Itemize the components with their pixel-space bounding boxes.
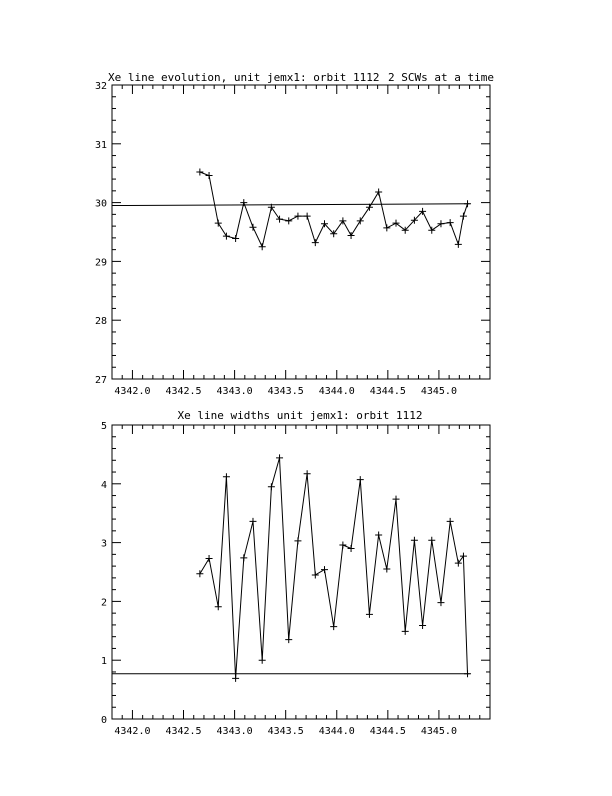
data-point-marker <box>437 599 444 606</box>
data-point-marker <box>447 219 454 226</box>
data-point-marker <box>232 235 239 242</box>
y-tick-label: 1 <box>100 656 107 668</box>
x-tick-label: 4343.5 <box>267 386 304 397</box>
chart-title: Xe line widths unit jemx1: orbit 1112 <box>177 409 423 422</box>
x-tick-label: 4344.5 <box>369 726 406 737</box>
data-point-marker <box>348 232 355 239</box>
y-tick-label: 29 <box>94 257 107 269</box>
data-point-marker <box>196 570 203 577</box>
data-point-marker <box>348 545 355 552</box>
data-point-marker <box>447 518 454 525</box>
data-point-marker <box>215 220 222 227</box>
data-point-marker <box>428 537 435 544</box>
plot-frame <box>112 85 490 379</box>
data-point-marker <box>294 537 301 544</box>
x-tick-label: 4343.0 <box>216 726 253 737</box>
data-point-marker <box>259 657 266 664</box>
data-point-marker <box>464 670 471 677</box>
data-point-marker <box>437 220 444 227</box>
y-tick-label: 32 <box>94 81 107 92</box>
x-tick-label: 4342.5 <box>165 726 202 737</box>
data-point-marker <box>393 496 400 503</box>
data-point-marker <box>464 200 471 207</box>
data-point-marker <box>276 454 283 461</box>
data-point-marker <box>339 541 346 548</box>
x-tick-label: 4344.0 <box>318 386 355 397</box>
data-point-marker <box>411 537 418 544</box>
data-point-marker <box>330 623 337 630</box>
y-tick-label: 2 <box>100 597 107 609</box>
data-point-marker <box>366 611 373 618</box>
x-tick-label: 4343.0 <box>216 386 253 397</box>
data-point-marker <box>223 473 230 480</box>
data-point-marker <box>206 555 213 562</box>
data-point-marker <box>383 224 390 231</box>
data-point-marker <box>240 554 247 561</box>
data-point-marker <box>285 217 292 224</box>
data-point-marker <box>419 622 426 629</box>
xe-line-evolution-panel <box>95 71 494 397</box>
y-tick-label: 30 <box>94 198 107 210</box>
data-point-marker <box>357 476 364 483</box>
data-point-marker <box>357 217 364 224</box>
x-tick-label: 4343.5 <box>267 726 304 737</box>
data-point-marker <box>268 483 275 490</box>
x-tick-label: 4344.5 <box>369 386 406 397</box>
data-point-marker <box>312 239 319 246</box>
data-point-marker <box>383 566 390 573</box>
data-point-marker <box>259 243 266 250</box>
data-point-marker <box>321 566 328 573</box>
data-point-marker <box>460 213 467 220</box>
y-tick-label: 3 <box>100 538 107 550</box>
chart-subtitle: 2 SCWs at a time <box>388 71 494 84</box>
data-point-marker <box>304 213 311 220</box>
chart-title: Xe line evolution, unit jemx1: orbit 1112 <box>108 71 380 84</box>
data-point-marker <box>276 216 283 223</box>
reference-line <box>112 204 470 206</box>
data-point-marker <box>304 470 311 477</box>
y-tick-label: 0 <box>100 715 107 726</box>
data-point-marker <box>206 172 213 179</box>
data-point-marker <box>375 189 382 196</box>
x-tick-label: 4345.0 <box>420 726 457 737</box>
data-point-marker <box>460 553 467 560</box>
y-tick-label: 31 <box>94 139 107 151</box>
data-point-marker <box>294 213 301 220</box>
y-tick-label: 28 <box>94 316 107 328</box>
data-point-marker <box>366 204 373 211</box>
y-tick-label: 5 <box>100 421 107 432</box>
data-point-marker <box>402 628 409 635</box>
data-point-marker <box>428 227 435 234</box>
data-point-marker <box>223 233 230 240</box>
data-point-marker <box>455 241 462 248</box>
series-line <box>200 458 468 679</box>
x-tick-label: 4344.0 <box>318 726 355 737</box>
data-point-marker <box>339 217 346 224</box>
xe-line-widths-panel <box>101 409 490 737</box>
data-point-marker <box>249 224 256 231</box>
x-tick-label: 4345.0 <box>420 386 457 397</box>
x-tick-label: 4342.0 <box>114 386 151 397</box>
data-point-marker <box>215 603 222 610</box>
y-tick-label: 27 <box>94 375 107 386</box>
x-tick-label: 4342.5 <box>165 386 202 397</box>
data-point-marker <box>312 571 319 578</box>
y-tick-label: 4 <box>100 479 107 491</box>
x-tick-label: 4342.0 <box>114 726 151 737</box>
plot-frame <box>112 425 490 719</box>
data-point-marker <box>285 636 292 643</box>
data-point-marker <box>249 518 256 525</box>
data-point-marker <box>196 169 203 176</box>
data-point-marker <box>375 531 382 538</box>
data-point-marker <box>455 560 462 567</box>
data-point-marker <box>232 675 239 682</box>
